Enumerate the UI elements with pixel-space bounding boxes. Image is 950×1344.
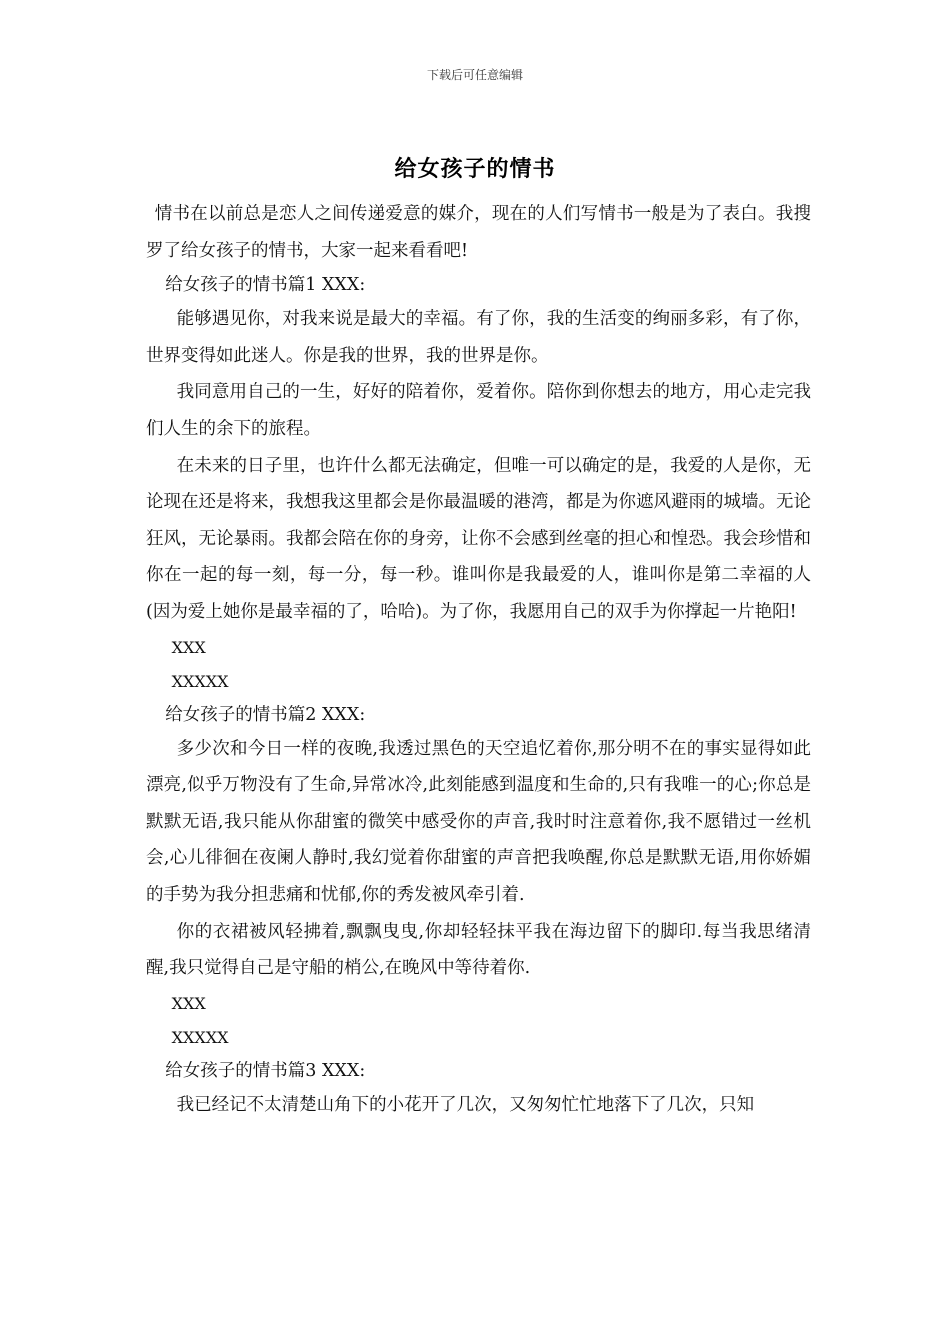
section-1-signature-1: XXX [171,637,206,657]
page-header: 下载后可任意编辑 [426,68,523,82]
section-1-heading: 给女孩子的情书篇1 XXX: [165,275,366,296]
section-1-paragraph-2: 我同意用自己的一生，好好的陪着你，爱着你。陪你到你想去的地方，用心走完我们人生的余下的旅程。 [146,382,811,439]
intro-paragraph: 情书在以前总是恋人之间传递爱意的媒介，现在的人们写情书一般是为了表白。我搜罗了给女孩子的情书，大家一起来看看吧! [146,204,811,261]
section-3-paragraph-1: 我已经记不太清楚山角下的小花开了几次，又匆匆忙忙地落下了几次，只知 [176,1094,755,1115]
document-title: 给女孩子的情书 [394,156,556,182]
section-2-paragraph-1: 多少次和今日一样的夜晚,我透过黑色的天空追忆着你,那分明不在的事实显得如此漂亮,似乎万物没有了生命,异常冰冷,此刻能感到温度和生命的,只有我唯一的心;你总是默默无语,我只能从你甜蜜的微笑中感受你的声音,我时时注意着你,我不愿错过一丝机会,心儿徘徊在夜阑人静时,我幻觉着你甜蜜的声音把我唤醒,你总是默默无语,用你娇媚的手势为我分担悲痛和忧郁,你的秀发被风牵引着. [146,738,811,905]
section-1-signature-2: XXXXX [171,671,229,691]
section-2-signature-1: XXX [171,993,206,1013]
section-2-paragraph-2: 你的衣裙被风轻拂着,飘飘曳曳,你却轻轻抹平我在海边留下的脚印.每当我思绪清醒,我只觉得自己是守船的梢公,在晚风中等待着你. [146,921,811,979]
section-2-heading: 给女孩子的情书篇2 XXX: [165,704,366,725]
section-3-heading: 给女孩子的情书篇3 XXX: [165,1060,366,1081]
document-body [146,196,811,1123]
section-2-signature-2: XXXXX [171,1027,229,1047]
section-1-paragraph-3: 在未来的日子里，也许什么都无法确定，但唯一可以确定的是，我爱的人是你，无论现在还是将来，我想我这里都会是你最温暖的港湾，都是为你遮风避雨的城墙。无论狂风，无论暴雨。我都会陪在你的身旁，让你不会感到丝毫的担心和惶恐。我会珍惜和你在一起的每一刻，每一分，每一秒。谁叫你是我最爱的人，谁叫你是第二幸福的人(因为爱上她你是最幸福的了，哈哈)。为了你，我愿用自己的双手为你撑起一片艳阳! [146,455,811,622]
section-1-paragraph-1: 能够遇见你，对我来说是最大的幸福。有了你，我的生活变的绚丽多彩，有了你，世界变得如此迷人。你是我的世界，我的世界是你。 [146,309,811,366]
